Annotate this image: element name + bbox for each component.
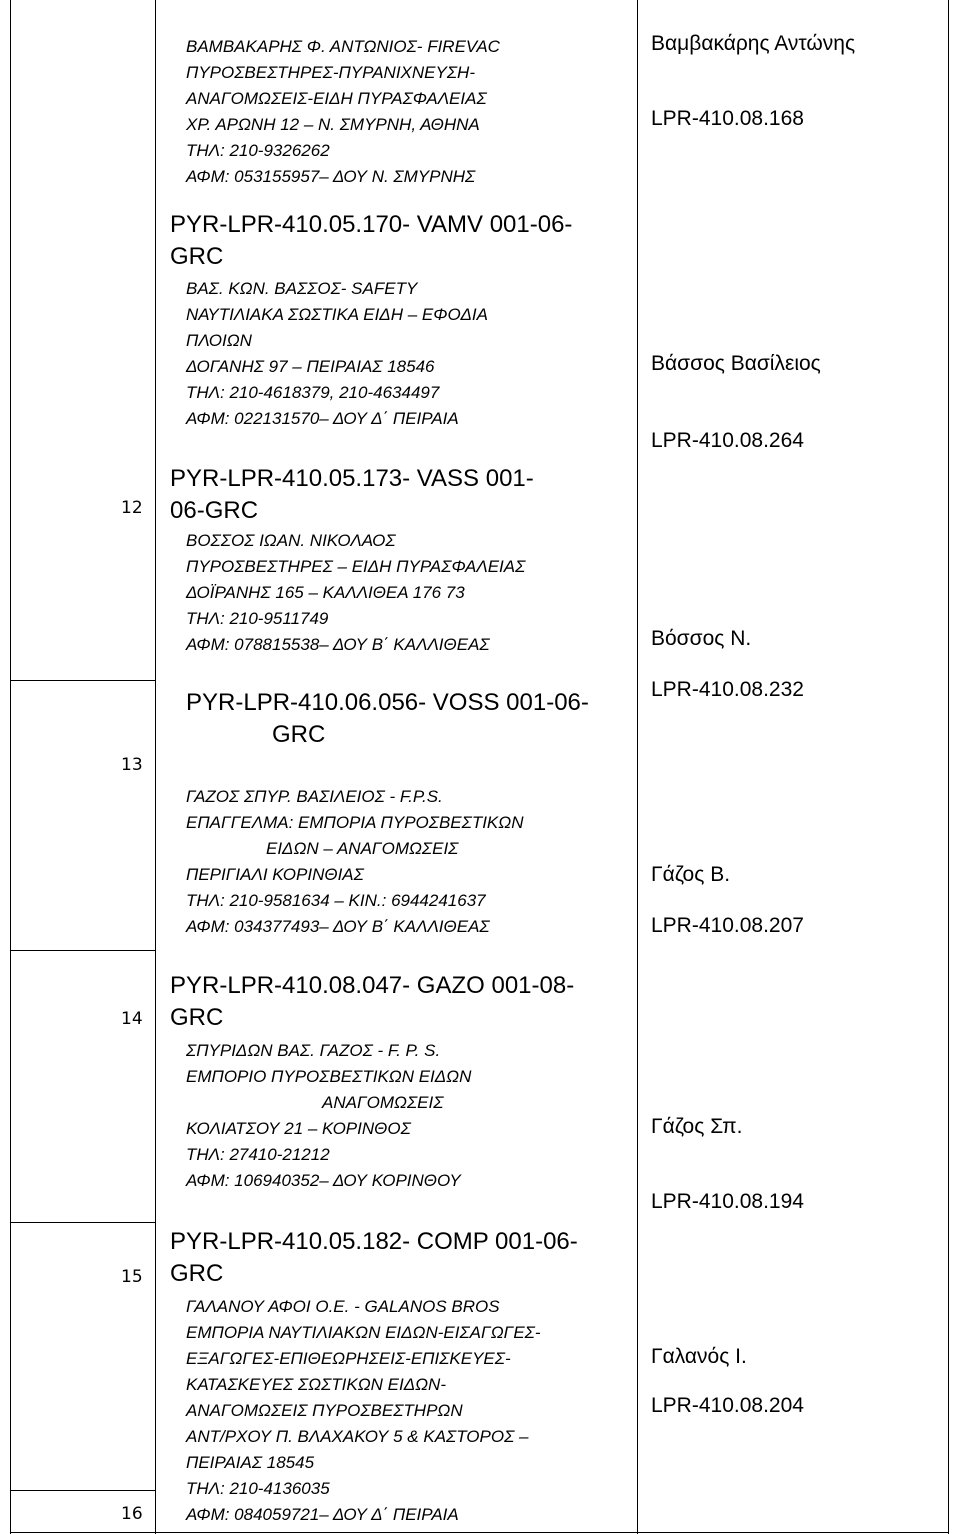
row-divider <box>10 680 156 681</box>
company-tax-id: ΑΦΜ: 078815538– ΔΟΥ Β΄ ΚΑΛΛΙΘΕΑΣ <box>186 635 490 654</box>
lpr-code: LPR-410.08.207 <box>651 914 804 937</box>
company-name: ΒΑΣ. ΚΩΝ. ΒΑΣΣΟΣ- SAFETY <box>186 279 418 298</box>
lpr-code: LPR-410.08.204 <box>651 1394 804 1417</box>
company-phone: ΤΗΛ: 210-9581634 – ΚΙΝ.: 6944241637 <box>186 891 486 910</box>
company-activity: ΚΑΤΑΣΚΕΥΕΣ ΣΩΣΤΙΚΩΝ ΕΙΔΩΝ- <box>186 1375 446 1394</box>
certificate-number <box>170 463 534 527</box>
certificate-line: PYR-LPR-410.06.056- VOSS 001-06- <box>186 689 589 716</box>
company-activity: ΠΛΟΙΩΝ <box>186 331 252 350</box>
table-border-left <box>10 0 11 1534</box>
row-number: 13 <box>121 755 143 775</box>
certificate-number <box>186 687 589 751</box>
contact-person: Γαλανός Ι. <box>651 1345 747 1368</box>
company-tax-id: ΑΦΜ: 034377493– ΔΟΥ Β΄ ΚΑΛΛΙΘΕΑΣ <box>186 917 490 936</box>
company-phone: ΤΗΛ: 210-9326262 <box>186 141 330 160</box>
table-divider-number <box>155 0 156 1534</box>
company-name: ΓΑΖΟΣ ΣΠΥΡ. ΒΑΣΙΛΕΙΟΣ - F.P.S. <box>186 787 443 806</box>
certificate-line: PYR-LPR-410.05.182- COMP 001-06- <box>170 1228 578 1255</box>
company-phone: ΤΗΛ: 27410-21212 <box>186 1145 330 1164</box>
company-name: ΣΠΥΡΙΔΩΝ ΒΑΣ. ΓΑΖΟΣ - F. P. S. <box>186 1041 441 1060</box>
company-activity: ΠΥΡΟΣΒΕΣΤΗΡΕΣ-ΠΥΡΑΝΙΧΝΕΥΣΗ- <box>186 63 475 82</box>
company-phone: ΤΗΛ: 210-4618379, 210-4634497 <box>186 383 440 402</box>
company-address: ΑΝΤ/ΡΧΟΥ Π. ΒΛΑΧΑΚΟΥ 5 & ΚΑΣΤΟΡΟΣ – <box>186 1427 529 1446</box>
row-number: 15 <box>121 1267 143 1287</box>
row-number: 12 <box>121 498 143 518</box>
company-activity: ΕΞΑΓΩΓΕΣ-ΕΠΙΘΕΩΡΗΣΕΙΣ-ΕΠΙΣΚΕΥΕΣ- <box>186 1349 511 1368</box>
row-number: 16 <box>121 1504 143 1524</box>
table-divider-name <box>637 0 638 1534</box>
company-address: ΔΟΓΑΝΗΣ 97 – ΠΕΙΡΑΙΑΣ 18546 <box>186 357 435 376</box>
certificate-line: PYR-LPR-410.08.047- GAZO 001-08- <box>170 972 575 999</box>
certificate-line: GRC <box>170 1260 224 1287</box>
company-activity: ΕΜΠΟΡΙΑ ΝΑΥΤΙΛΙΑΚΩΝ ΕΙΔΩΝ-ΕΙΣΑΓΩΓΕΣ- <box>186 1323 541 1342</box>
company-activity: ΕΠΑΓΓΕΛΜΑ: ΕΜΠΟΡΙΑ ΠΥΡΟΣΒΕΣΤΙΚΩΝ <box>186 813 524 832</box>
company-name: ΓΑΛΑΝΟΥ ΑΦΟΙ Ο.Ε. - GALANOS BROS <box>186 1297 500 1316</box>
lpr-code: LPR-410.08.194 <box>651 1190 804 1213</box>
company-details <box>186 34 500 190</box>
certificate-line: GRC <box>170 1004 224 1031</box>
company-tax-id: ΑΦΜ: 053155957– ΔΟΥ Ν. ΣΜΥΡΝΗΣ <box>186 167 476 186</box>
company-address: ΔΟΪΡΑΝΗΣ 165 – ΚΑΛΛΙΘΕΑ 176 73 <box>186 583 465 602</box>
company-tax-id: ΑΦΜ: 022131570– ΔΟΥ Δ΄ ΠΕΙΡΑΙΑ <box>186 409 459 428</box>
lpr-code: LPR-410.08.168 <box>651 107 804 130</box>
certificate-line: GRC <box>170 243 224 270</box>
row-divider <box>10 950 156 951</box>
company-details <box>186 528 525 658</box>
company-address: ΚΟΛΙΑΤΣΟΥ 21 – ΚΟΡΙΝΘΟΣ <box>186 1119 411 1138</box>
contact-person: Βάσσος Βασίλειος <box>651 352 821 375</box>
company-details <box>186 1294 541 1528</box>
company-activity: ΠΥΡΟΣΒΕΣΤΗΡΕΣ – ΕΙΔΗ ΠΥΡΑΣΦΑΛΕΙΑΣ <box>186 557 526 576</box>
company-activity: ΑΝΑΓΟΜΩΣΕΙΣ ΠΥΡΟΣΒΕΣΤΗΡΩΝ <box>186 1401 463 1420</box>
company-phone: ΤΗΛ: 210-9511749 <box>186 609 329 628</box>
company-details <box>186 276 488 432</box>
row-divider <box>10 1490 156 1491</box>
company-activity: ΝΑΥΤΙΛΙΑΚΑ ΣΩΣΤΙΚΑ ΕΙΔΗ – ΕΦΟΔΙΑ <box>186 305 488 324</box>
row-divider <box>10 1222 156 1223</box>
table-border-bottom <box>10 1532 949 1533</box>
company-address: ΠΕΡΙΓΙΑΛΙ ΚΟΡΙΝΘΙΑΣ <box>186 865 364 884</box>
certificate-line: PYR-LPR-410.05.173- VASS 001- <box>170 465 534 492</box>
company-name: ΒΟΣΣΟΣ ΙΩΑΝ. ΝΙΚΟΛΑΟΣ <box>186 531 396 550</box>
lpr-code: LPR-410.08.264 <box>651 429 804 452</box>
company-tax-id: ΑΦΜ: 106940352– ΔΟΥ ΚΟΡΙΝΘΟΥ <box>186 1171 461 1190</box>
company-details <box>186 784 524 940</box>
company-activity: ΑΝΑΓΟΜΩΣΕΙΣ <box>322 1093 444 1112</box>
certificate-number <box>170 209 572 273</box>
certificate-line: 06-GRC <box>170 497 259 524</box>
certificate-number <box>170 970 574 1034</box>
company-address: ΠΕΙΡΑΙΑΣ 18545 <box>186 1453 315 1472</box>
contact-person: Γάζος Σπ. <box>651 1115 743 1138</box>
certificate-line: GRC <box>272 721 326 748</box>
company-activity: ΕΙΔΩΝ – ΑΝΑΓΟΜΩΣΕΙΣ <box>266 839 459 858</box>
row-number: 14 <box>121 1009 143 1029</box>
company-tax-id: ΑΦΜ: 084059721– ΔΟΥ Δ΄ ΠΕΙΡΑΙΑ <box>186 1505 459 1524</box>
certificate-line: PYR-LPR-410.05.170- VAMV 001-06- <box>170 211 573 238</box>
company-activity: ΑΝΑΓΟΜΩΣΕΙΣ-ΕΙΔΗ ΠΥΡΑΣΦΑΛΕΙΑΣ <box>186 89 487 108</box>
lpr-code: LPR-410.08.232 <box>651 678 804 701</box>
certificate-number <box>170 1226 578 1290</box>
contact-person: Βαμβακάρης Αντώνης <box>651 32 856 55</box>
company-name: ΒΑΜΒΑΚΑΡΗΣ Φ. ΑΝΤΩΝΙΟΣ- FIREVAC <box>186 37 500 56</box>
table-border-right <box>948 0 949 1534</box>
contact-person: Γάζος Β. <box>651 863 731 886</box>
company-phone: ΤΗΛ: 210-4136035 <box>186 1479 330 1498</box>
company-address: ΧΡ. ΑΡΩΝΗ 12 – Ν. ΣΜΥΡΝΗ, ΑΘΗΝΑ <box>186 115 480 134</box>
company-activity: ΕΜΠΟΡΙΟ ΠΥΡΟΣΒΕΣΤΙΚΩΝ ΕΙΔΩΝ <box>186 1067 472 1086</box>
contact-person: Βόσσος Ν. <box>651 627 752 650</box>
company-details <box>186 1038 471 1194</box>
